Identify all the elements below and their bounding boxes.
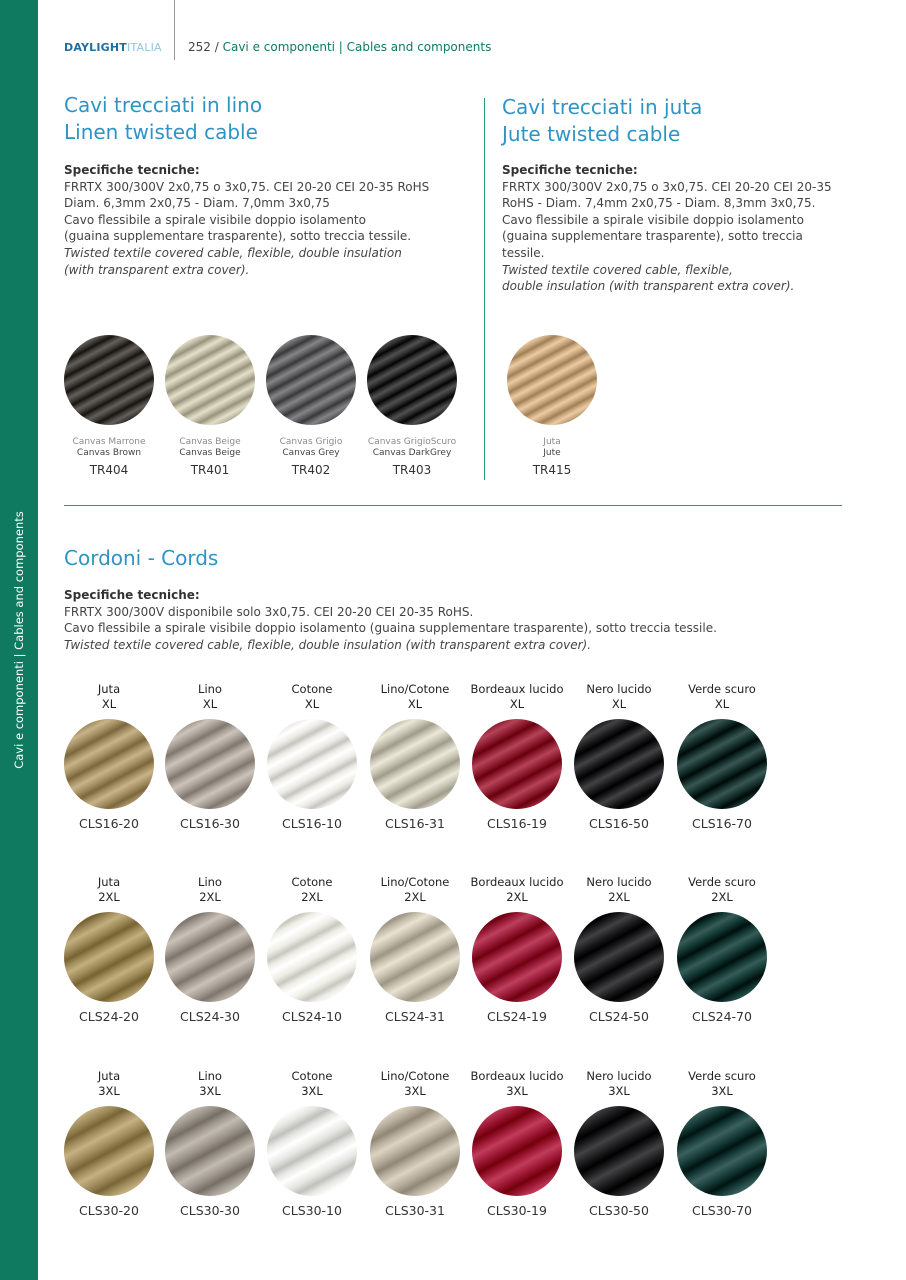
cord-swatch — [64, 912, 154, 1002]
jute-spec-line: Cavo flessibile a spirale visibile doppio isolamento — [502, 212, 804, 227]
cord-swatch — [370, 1106, 460, 1196]
linen-name-en: Canvas Brown — [76, 448, 142, 458]
cord-code: CLS30-50 — [589, 1203, 649, 1218]
cord-swatch — [677, 912, 767, 1002]
cord-label — [158, 1069, 262, 1098]
cord-size: XL — [304, 696, 320, 711]
jute-spec-line: RoHS - Diam. 7,4mm 2x0,75 - Diam. 8,3mm 3x0,75. — [502, 196, 816, 211]
cord-label — [670, 682, 774, 711]
column-divider — [484, 98, 485, 480]
header-divider — [174, 0, 175, 60]
cord-size: XL — [611, 696, 627, 711]
jute-name-it: Juta — [543, 437, 561, 447]
cord-swatch — [165, 1106, 255, 1196]
cord-label — [363, 1069, 467, 1098]
cord-name: Nero lucido — [586, 1069, 652, 1083]
linen-specs — [64, 162, 474, 278]
linen-title-en: Linen twisted cable — [64, 120, 258, 144]
cord-code: CLS24-10 — [282, 1009, 342, 1024]
cord-label — [465, 875, 569, 904]
cord-name: Cotone — [291, 1069, 333, 1083]
cord-swatch — [574, 1106, 664, 1196]
cord-label — [567, 875, 671, 904]
cord-size: 2XL — [608, 889, 630, 904]
linen-spec-italic: (with transparent extra cover). — [64, 262, 250, 277]
cord-label — [57, 875, 161, 904]
cord-size: 2XL — [301, 889, 323, 904]
jute-title-it: Cavi trecciati in juta — [502, 95, 703, 119]
cord-name: Bordeaux lucido — [470, 682, 564, 696]
linen-name-it: Canvas GrigioScuro — [367, 437, 457, 447]
cord-code: CLS24-70 — [692, 1009, 752, 1024]
section-breadcrumb: Cavi e componenti | Cables and components — [222, 40, 492, 54]
jute-title-en: Jute twisted cable — [502, 122, 681, 146]
linen-swatch — [367, 335, 457, 425]
cord-label — [57, 1069, 161, 1098]
cord-name: Verde scuro — [688, 875, 756, 889]
cord-size: XL — [101, 696, 117, 711]
brand-logo — [64, 41, 162, 54]
cord-name: Nero lucido — [586, 875, 652, 889]
cord-swatch — [267, 719, 357, 809]
cord-code: CLS16-19 — [487, 816, 547, 831]
linen-swatch — [165, 335, 255, 425]
side-label: Cavi e componenti | Cables and components — [12, 511, 26, 769]
cord-label — [670, 875, 774, 904]
jute-spec-italic: Twisted textile covered cable, flexible, — [502, 262, 733, 277]
linen-swatch — [64, 335, 154, 425]
linen-spec-label: Specifiche tecniche: — [64, 163, 200, 177]
cord-size: 3XL — [199, 1083, 221, 1098]
cord-swatch — [677, 1106, 767, 1196]
linen-spec-line: Diam. 6,3mm 2x0,75 - Diam. 7,0mm 3x0,75 — [64, 196, 330, 211]
cord-size: 3XL — [711, 1083, 733, 1098]
linen-caption — [160, 437, 260, 459]
linen-code: TR402 — [291, 463, 331, 477]
cord-code: CLS30-70 — [692, 1203, 752, 1218]
cord-name: Bordeaux lucido — [470, 1069, 564, 1083]
cord-name: Bordeaux lucido — [470, 875, 564, 889]
cord-name: Juta — [97, 682, 121, 696]
cord-label — [363, 875, 467, 904]
cord-name: Lino/Cotone — [380, 682, 450, 696]
cord-name: Verde scuro — [688, 1069, 756, 1083]
linen-spec-line: FRRTX 300/300V 2x0,75 o 3x0,75. CEI 20-20 CEI 20-35 RoHS — [64, 179, 430, 194]
cord-code: CLS24-30 — [180, 1009, 240, 1024]
cord-name: Cotone — [291, 682, 333, 696]
cord-size: XL — [202, 696, 218, 711]
cord-name: Nero lucido — [586, 682, 652, 696]
cord-label — [158, 875, 262, 904]
jute-code: TR415 — [532, 463, 572, 477]
cord-swatch — [267, 912, 357, 1002]
cord-name: Cotone — [291, 875, 333, 889]
cord-swatch — [472, 1106, 562, 1196]
cord-code: CLS16-70 — [692, 816, 752, 831]
cord-code: CLS16-50 — [589, 816, 649, 831]
jute-title — [502, 94, 702, 148]
cord-size: 3XL — [301, 1083, 323, 1098]
cord-swatch — [64, 1106, 154, 1196]
cord-label — [465, 682, 569, 711]
cord-label — [567, 1069, 671, 1098]
cord-size: 3XL — [404, 1083, 426, 1098]
cord-code: CLS24-31 — [385, 1009, 445, 1024]
cord-label — [567, 682, 671, 711]
jute-spec-line: (guaina supplementare trasparente), sotto treccia — [502, 229, 803, 244]
jute-spec-line: tessile. — [502, 245, 545, 260]
jute-swatch — [507, 335, 597, 425]
cords-spec-line: FRRTX 300/300V disponibile solo 3x0,75. CEI 20-20 CEI 20-35 RoHS. — [64, 604, 474, 619]
linen-name-it: Canvas Marrone — [72, 437, 146, 447]
cord-swatch — [165, 719, 255, 809]
cord-label — [363, 682, 467, 711]
cord-code: CLS30-30 — [180, 1203, 240, 1218]
jute-caption — [502, 437, 602, 459]
cord-size: 3XL — [506, 1083, 528, 1098]
page-header — [188, 40, 491, 54]
cord-name: Lino/Cotone — [380, 875, 450, 889]
linen-caption — [59, 437, 159, 459]
jute-name-en: Jute — [543, 448, 561, 458]
jute-spec-italic: double insulation (with transparent extra cover). — [502, 279, 795, 294]
cord-size: 3XL — [98, 1083, 120, 1098]
cord-code: CLS16-31 — [385, 816, 445, 831]
linen-spec-line: Cavo flessibile a spirale visibile doppio isolamento — [64, 212, 366, 227]
cord-code: CLS24-20 — [79, 1009, 139, 1024]
cord-label — [57, 682, 161, 711]
linen-name-en: Canvas Grey — [282, 448, 340, 458]
linen-spec-italic: Twisted textile covered cable, flexible, double insulation — [64, 245, 402, 260]
linen-name-en: Canvas Beige — [179, 448, 241, 458]
cord-code: CLS30-10 — [282, 1203, 342, 1218]
cords-spec-label: Specifiche tecniche: — [64, 588, 200, 602]
cord-swatch — [472, 719, 562, 809]
cord-swatch — [267, 1106, 357, 1196]
cord-code: CLS24-19 — [487, 1009, 547, 1024]
cords-title: Cordoni - Cords — [64, 546, 219, 570]
cord-name: Lino — [198, 682, 222, 696]
linen-spec-line: (guaina supplementare trasparente), sotto treccia tessile. — [64, 229, 412, 244]
cord-label — [260, 1069, 364, 1098]
cord-code: CLS30-19 — [487, 1203, 547, 1218]
cord-swatch — [677, 719, 767, 809]
cord-size: XL — [407, 696, 423, 711]
section-divider — [64, 505, 842, 506]
cord-code: CLS30-20 — [79, 1203, 139, 1218]
cord-code: CLS16-10 — [282, 816, 342, 831]
cord-label — [260, 682, 364, 711]
page-number: 252 / — [188, 40, 219, 54]
linen-code: TR404 — [89, 463, 129, 477]
cord-size: 2XL — [404, 889, 426, 904]
cords-spec-italic: Twisted textile covered cable, flexible, double insulation (with transparent extra cover). — [64, 637, 592, 652]
jute-spec-label: Specifiche tecniche: — [502, 163, 638, 177]
side-label-container — [0, 0, 38, 1280]
linen-code: TR403 — [392, 463, 432, 477]
cord-label — [158, 682, 262, 711]
cord-name: Lino/Cotone — [380, 1069, 450, 1083]
cord-size: 2XL — [711, 889, 733, 904]
cord-swatch — [472, 912, 562, 1002]
linen-title-it: Cavi trecciati in lino — [64, 93, 263, 117]
linen-swatch — [266, 335, 356, 425]
cord-name: Lino — [198, 1069, 222, 1083]
linen-name-it: Canvas Grigio — [279, 437, 343, 447]
cord-swatch — [574, 719, 664, 809]
linen-caption — [362, 437, 462, 459]
cord-swatch — [370, 912, 460, 1002]
linen-name-en: Canvas DarkGrey — [372, 448, 452, 458]
cord-name: Verde scuro — [688, 682, 756, 696]
cord-code: CLS16-30 — [180, 816, 240, 831]
linen-code: TR401 — [190, 463, 230, 477]
cord-code: CLS24-50 — [589, 1009, 649, 1024]
cord-size: 2XL — [199, 889, 221, 904]
cord-name: Juta — [97, 875, 121, 889]
cord-code: CLS30-31 — [385, 1203, 445, 1218]
linen-name-it: Canvas Beige — [179, 437, 241, 447]
jute-spec-line: FRRTX 300/300V 2x0,75 o 3x0,75. CEI 20-20 CEI 20-35 — [502, 179, 832, 194]
cord-swatch — [64, 719, 154, 809]
cord-size: XL — [509, 696, 525, 711]
linen-title — [64, 92, 262, 146]
cord-code: CLS16-20 — [79, 816, 139, 831]
cord-size: 3XL — [608, 1083, 630, 1098]
cords-spec-line: Cavo flessibile a spirale visibile doppio isolamento (guaina supplementare trasparente), sotto treccia tessile. — [64, 621, 717, 636]
cord-size: XL — [714, 696, 730, 711]
linen-caption — [261, 437, 361, 459]
cord-swatch — [370, 719, 460, 809]
cord-size: 2XL — [98, 889, 120, 904]
brand-part1: DAYLIGHT — [64, 41, 127, 54]
cord-label — [670, 1069, 774, 1098]
cord-swatch — [165, 912, 255, 1002]
jute-specs — [502, 162, 852, 295]
cord-label — [260, 875, 364, 904]
cord-swatch — [574, 912, 664, 1002]
cord-size: 2XL — [506, 889, 528, 904]
cord-name: Lino — [198, 875, 222, 889]
brand-part2: ITALIA — [127, 41, 162, 54]
cord-name: Juta — [97, 1069, 121, 1083]
cord-label — [465, 1069, 569, 1098]
cords-specs — [64, 587, 854, 653]
